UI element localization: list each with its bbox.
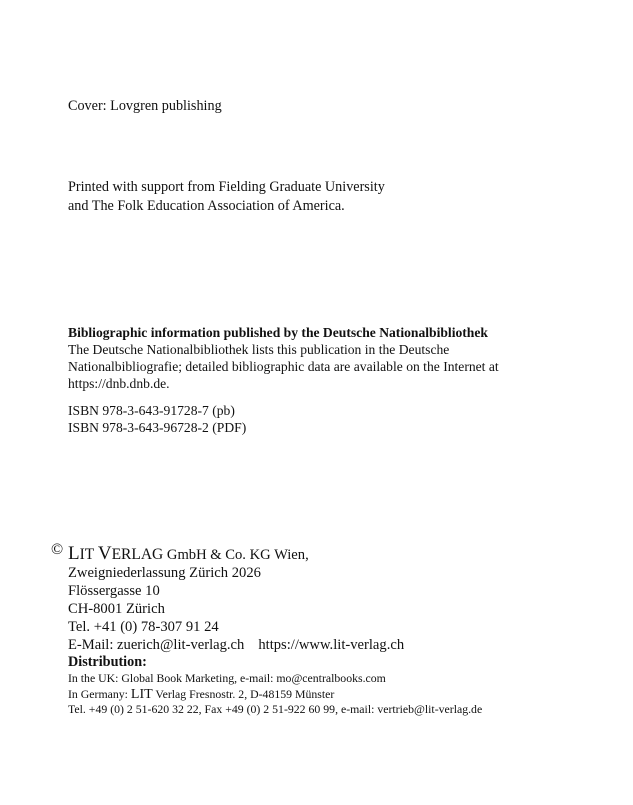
isbn-block	[68, 402, 246, 436]
isbn-pdf: ISBN 978-3-643-96728-2 (PDF)	[68, 420, 247, 435]
publisher-contact	[68, 636, 482, 654]
publisher-street: Flössergasse 10	[68, 583, 160, 599]
copyright-symbol: ©	[51, 541, 64, 558]
support-line-2: and The Folk Education Association of America.	[68, 198, 345, 214]
publisher-block	[68, 545, 482, 718]
isbn-pb: ISBN 978-3-643-91728-7 (pb)	[68, 403, 235, 418]
support-line-1: Printed with support from Fielding Graduate University	[68, 179, 385, 195]
publisher-city: CH-8001 Zürich	[68, 601, 165, 617]
publisher-name: LIT VERLAG GmbH & Co. KG Wien,	[68, 543, 309, 564]
cover-credit: Cover: Lovgren publishing	[68, 98, 222, 114]
bibliographic-line-3: https://dnb.dnb.de.	[68, 376, 170, 391]
bibliographic-heading: Bibliographic information published by the Deutsche Nationalbibliothek	[68, 325, 488, 340]
bibliographic-line-2: Nationalbibliografie; detailed bibliographic data are available on the Internet at	[68, 359, 499, 374]
publisher-website: https://www.lit-verlag.ch	[258, 637, 405, 653]
publisher-branch: Zweigniederlassung Zürich 2026	[68, 565, 261, 581]
bibliographic-line-1: The Deutsche Nationalbibliothek lists this publication in the Deutsche	[68, 342, 450, 357]
distribution-uk: In the UK: Global Book Marketing, e-mail: mo@centralbooks.com	[68, 671, 386, 685]
distribution-heading: Distribution:	[68, 654, 147, 670]
publisher-phone: Tel. +41 (0) 78-307 91 24	[68, 619, 219, 635]
distribution-germany-contact: Tel. +49 (0) 2 51-620 32 22, Fax +49 (0) 2 51-922 60 99, e-mail: vertrieb@lit-verlag.de	[68, 702, 483, 716]
publisher-email: E-Mail: zuerich@lit-verlag.ch	[68, 637, 245, 653]
support-statement	[68, 178, 385, 216]
bibliographic-info	[68, 324, 499, 392]
distribution-germany: In Germany: LIT Verlag Fresnostr. 2, D-48159 Münster	[68, 686, 335, 702]
